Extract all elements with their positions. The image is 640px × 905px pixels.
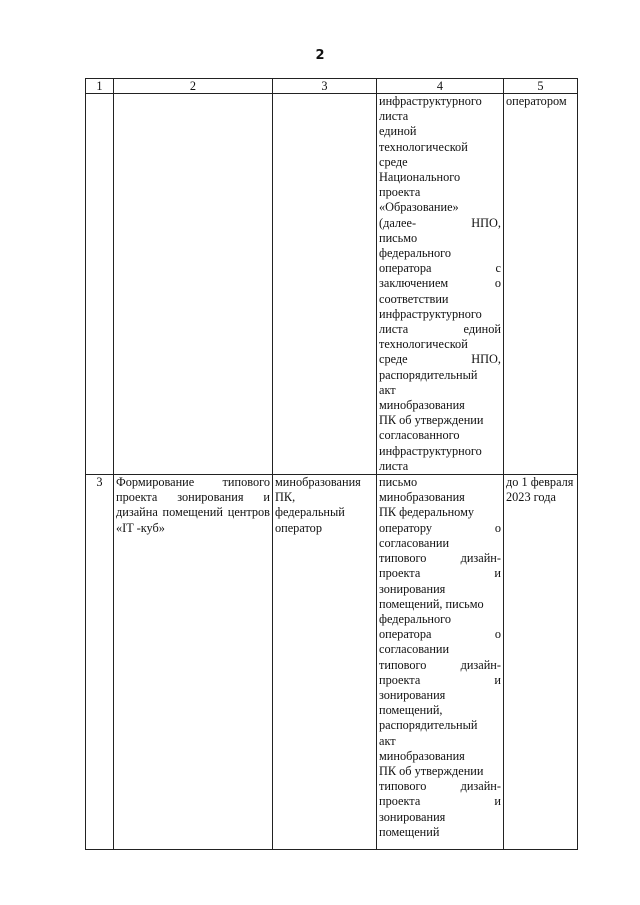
- cell-line: проекта и: [379, 794, 501, 809]
- executor-cell: [273, 475, 377, 850]
- cell-line: акт: [379, 733, 396, 748]
- table-row: [86, 475, 578, 850]
- cell-line: минобразования: [379, 748, 465, 763]
- cell-line: оператора с: [379, 261, 501, 276]
- cell-line: типового дизайн-: [379, 551, 501, 566]
- document-cell: [377, 475, 504, 850]
- cell-line: проекта и: [379, 672, 501, 687]
- table-header-row: [86, 79, 578, 94]
- deadline-lines: [506, 475, 575, 505]
- cell-line: соответствии: [379, 291, 449, 306]
- cell-line: ПК об утверждении: [379, 413, 484, 428]
- header-cell: 4: [377, 79, 504, 94]
- cell-line: оператор: [275, 520, 322, 535]
- cell-line: письмо: [379, 475, 418, 490]
- deadline-lines: [506, 94, 575, 109]
- cell-line: Национального: [379, 170, 461, 185]
- cell-line: минобразования: [379, 490, 465, 505]
- document-cell: [377, 94, 504, 475]
- cell-line: оператора о: [379, 627, 501, 642]
- cell-line: федеральный: [275, 505, 345, 520]
- cell-line: проекта и: [379, 566, 501, 581]
- row-number-cell: 3: [86, 475, 114, 850]
- header-cell: 5: [504, 79, 578, 94]
- cell-line: технологической: [379, 337, 468, 352]
- deadline-cell: [504, 94, 578, 475]
- cell-line: помещений: [379, 824, 440, 839]
- cell-line: проекта: [379, 185, 421, 200]
- cell-line: типового дизайн-: [379, 657, 501, 672]
- document-lines: [379, 475, 501, 840]
- cell-line: среде НПО,: [379, 352, 501, 367]
- cell-line: согласовании: [379, 535, 450, 550]
- cell-line: ПК об утверждении: [379, 763, 484, 778]
- cell-line: типового дизайн-: [379, 779, 501, 794]
- cell-line: до 1 февраля: [506, 475, 574, 490]
- cell-line: технологической: [379, 139, 468, 154]
- cell-line: инфраструктурного: [379, 94, 482, 108]
- cell-line: 2023 года: [506, 490, 556, 505]
- cell-line: листа: [379, 109, 409, 124]
- cell-line: помещений, письмо: [379, 596, 484, 611]
- cell-line: листа: [379, 458, 409, 473]
- cell-line: зонирования: [379, 581, 446, 596]
- task-cell: [114, 94, 273, 475]
- page-number: 2: [315, 48, 325, 63]
- cell-line: ПК федеральному: [379, 505, 475, 520]
- cell-line: инфраструктурного: [379, 443, 482, 458]
- cell-line: единой: [379, 124, 417, 139]
- cell-line: (далее- НПО,: [379, 215, 501, 230]
- cell-line: согласовании: [379, 642, 450, 657]
- cell-line: письмо: [379, 230, 418, 245]
- header-cell: 3: [273, 79, 377, 94]
- header-cell: 2: [114, 79, 273, 94]
- row-number-cell: [86, 94, 114, 475]
- cell-line: среде: [379, 154, 408, 169]
- cell-line: ПК,: [275, 490, 296, 505]
- cell-line: «Образование»: [379, 200, 459, 215]
- table-row: [86, 94, 578, 475]
- executor-cell: [273, 94, 377, 475]
- executor-lines: [275, 475, 374, 536]
- cell-line: распорядительный: [379, 718, 478, 733]
- document-table: [85, 78, 578, 850]
- cell-line: согласованного: [379, 428, 460, 443]
- cell-line: оператору о: [379, 520, 501, 535]
- document-lines: [379, 94, 501, 474]
- cell-line: помещений,: [379, 703, 443, 718]
- cell-line: инфраструктурного: [379, 306, 482, 321]
- cell-line: акт: [379, 382, 396, 397]
- cell-line: минобразования: [379, 398, 465, 413]
- cell-line: федерального: [379, 611, 452, 626]
- cell-line: зонирования: [379, 687, 446, 702]
- cell-line: федерального: [379, 246, 452, 261]
- cell-line: заключением о: [379, 276, 501, 291]
- cell-line: зонирования: [379, 809, 446, 824]
- deadline-cell: [504, 475, 578, 850]
- cell-line: минобразования: [275, 475, 361, 490]
- cell-line: листа единой: [379, 322, 501, 337]
- cell-line: распорядительный: [379, 367, 478, 382]
- task-cell: Формирование типового проекта зонирования и дизайна помещений центров «IT -куб»: [114, 475, 273, 850]
- cell-line: оператором: [506, 94, 567, 108]
- header-cell: 1: [86, 79, 114, 94]
